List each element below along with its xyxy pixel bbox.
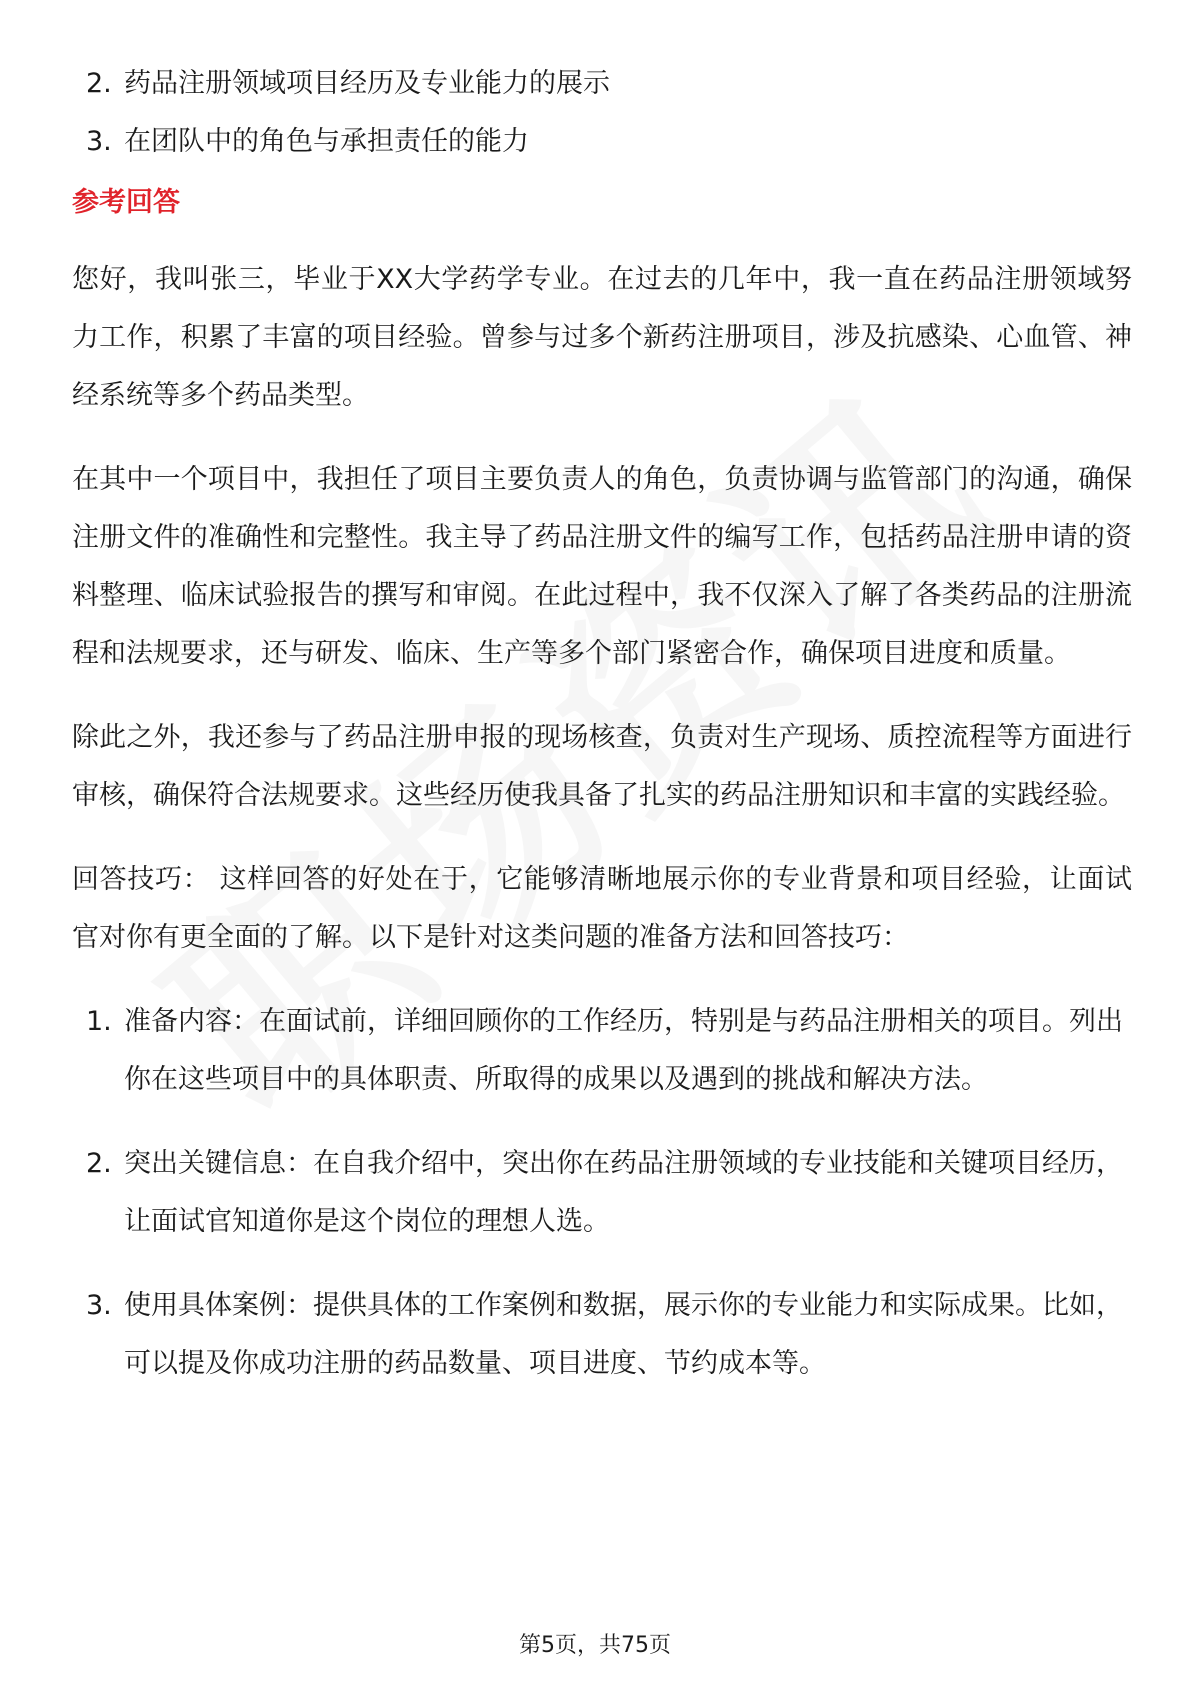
list-number: 3.: [86, 1290, 112, 1321]
section-title: 参考回答: [72, 187, 180, 218]
list-text: 突出关键信息：在自我介绍中，突出你在药品注册领域的专业技能和关键项目经历，让面试官知道你是这个岗位的理想人选。: [124, 1148, 1123, 1237]
list-number: 2.: [86, 1148, 112, 1179]
list-item: [72, 1277, 1132, 1393]
page-footer: 第5页，共75页: [519, 1633, 671, 1658]
top-list: [72, 55, 1132, 171]
list-text: 准备内容：在面试前，详细回顾你的工作经历，特别是与药品注册相关的项目。列出你在这些项目中的具体职责、所取得的成果以及遇到的挑战和解决方法。: [124, 1006, 1123, 1095]
list-number: 3.: [86, 126, 112, 157]
page-content: [72, 55, 1132, 1419]
list-item: [72, 993, 1132, 1109]
paragraph: 您好，我叫张三，毕业于XX大学药学专业。在过去的几年中，我一直在药品注册领域努力工作，积累了丰富的项目经验。曾参与过多个新药注册项目，涉及抗感染、心血管、神经系统等多个药品类型。: [72, 264, 1132, 411]
list-item: [72, 55, 1132, 113]
list-text: 在团队中的角色与承担责任的能力: [124, 126, 529, 157]
list-text: 使用具体案例：提供具体的工作案例和数据，展示你的专业能力和实际成果。比如，可以提及你成功注册的药品数量、项目进度、节约成本等。: [124, 1290, 1123, 1379]
list-item: [72, 1135, 1132, 1251]
tips-list: [72, 993, 1132, 1393]
list-number: 1.: [86, 1006, 112, 1037]
list-text: 药品注册领域项目经历及专业能力的展示: [124, 68, 610, 99]
paragraph: 除此之外，我还参与了药品注册申报的现场核查，负责对生产现场、质控流程等方面进行审核，确保符合法规要求。这些经历使我具备了扎实的药品注册知识和丰富的实践经验。: [72, 722, 1132, 811]
list-item: [72, 113, 1132, 171]
list-number: 2.: [86, 68, 112, 99]
paragraph: 回答技巧： 这样回答的好处在于，它能够清晰地展示你的专业背景和项目经验，让面试官对你有更全面的了解。以下是针对这类问题的准备方法和回答技巧：: [72, 864, 1132, 953]
paragraph: 在其中一个项目中，我担任了项目主要负责人的角色，负责协调与监管部门的沟通，确保注册文件的准确性和完整性。我主导了药品注册文件的编写工作，包括药品注册申请的资料整理、临床试验报告的撰写和审阅。在此过程中，我不仅深入了解了各类药品的注册流程和法规要求，还与研发、临床、生产等多个部门紧密合作，确保项目进度和质量。: [72, 464, 1132, 669]
